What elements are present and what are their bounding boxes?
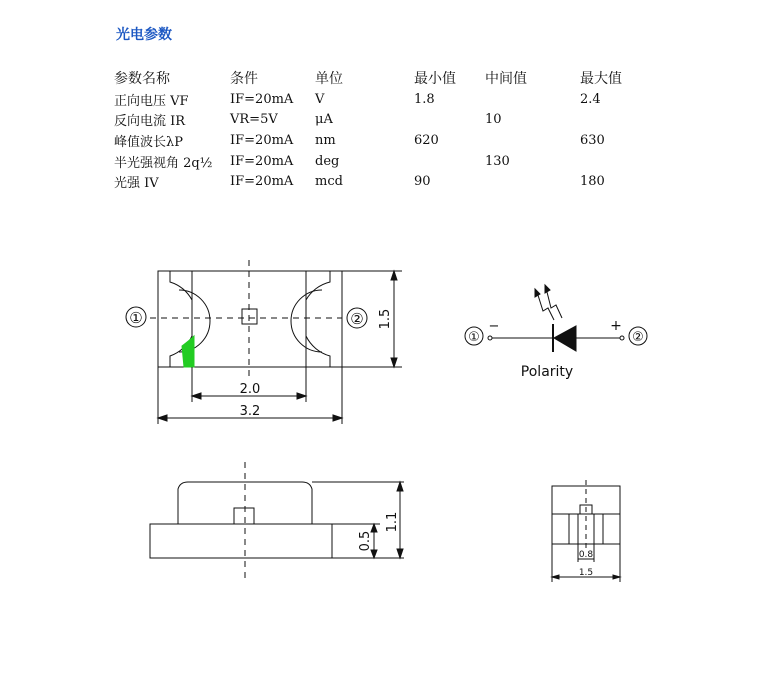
header-unit: 单位 [315,71,343,88]
emission-arrow-2 [546,288,562,318]
polarity-plus-sign: + [610,318,622,334]
cell-unit: μA [315,112,333,128]
dim-width-label: 1.5 [378,308,393,330]
top-pin1-label: ① [129,309,143,327]
cell-unit: nm [315,132,336,148]
header-condition: 条件 [230,71,258,88]
dim-base-label: 0.5 [358,530,373,552]
emission-arrow-1 [537,292,554,320]
left-terminal-upper [170,271,192,300]
polarity-pin1-label: ① [468,330,480,345]
dim-endwidth-label: 1.5 [578,568,594,578]
header-max: 最大值 [580,71,622,88]
top-pin2-label: ② [350,310,364,328]
page-title: 光电参数 [116,27,172,43]
cell-name: 峰值波长λP [114,134,183,150]
side-view-base [150,524,332,558]
cell-condition: IF=20mA [230,153,294,169]
polarity-terminal-right [620,336,624,340]
emission-arrowhead-1 [535,289,540,297]
side-view [150,462,404,578]
header-min: 最小值 [414,71,456,88]
cell-max: 180 [580,174,605,190]
dim-pad-label: 0.8 [578,550,594,560]
top-view [126,260,402,424]
right-terminal-upper [306,271,330,300]
polarity-pin2-label: ② [632,330,644,345]
cell-name: 反向电流 IR [114,114,186,130]
cell-unit: V [315,91,325,107]
dim-inner-label: 2.0 [239,382,261,397]
polarity-label: Polarity [520,364,574,380]
polarity-minus-sign: − [488,319,500,334]
polarity-symbol [465,285,647,380]
emission-arrowhead-2 [545,285,550,293]
dim-height-label: 1.1 [385,511,400,533]
cell-unit: deg [315,153,340,169]
cell-condition: IF=20mA [230,174,294,190]
dim-length-label: 3.2 [239,404,261,419]
cell-typ: 10 [485,112,502,128]
cell-min: 1.8 [414,91,435,107]
cell-name: 半光强视角 2q½ [114,155,213,171]
cell-max: 2.4 [580,91,601,107]
cathode-mark [182,336,194,367]
end-view [552,480,620,582]
cell-name: 光强 IV [114,176,159,192]
cell-condition: VR=5V [230,112,278,128]
cell-max: 630 [580,132,605,148]
cell-condition: IF=20mA [230,91,294,107]
side-view-chip [234,508,254,524]
cell-unit: mcd [315,174,343,190]
header-parameter-name: 参数名称 [114,71,170,88]
cell-min: 620 [414,132,439,148]
diode-triangle [554,326,576,351]
cell-name: 正向电压 VF [114,93,189,109]
cell-condition: IF=20mA [230,132,294,148]
cell-min: 90 [414,174,431,190]
cell-typ: 130 [485,153,510,169]
header-typ: 中间值 [485,71,527,88]
polarity-terminal-left [488,336,492,340]
